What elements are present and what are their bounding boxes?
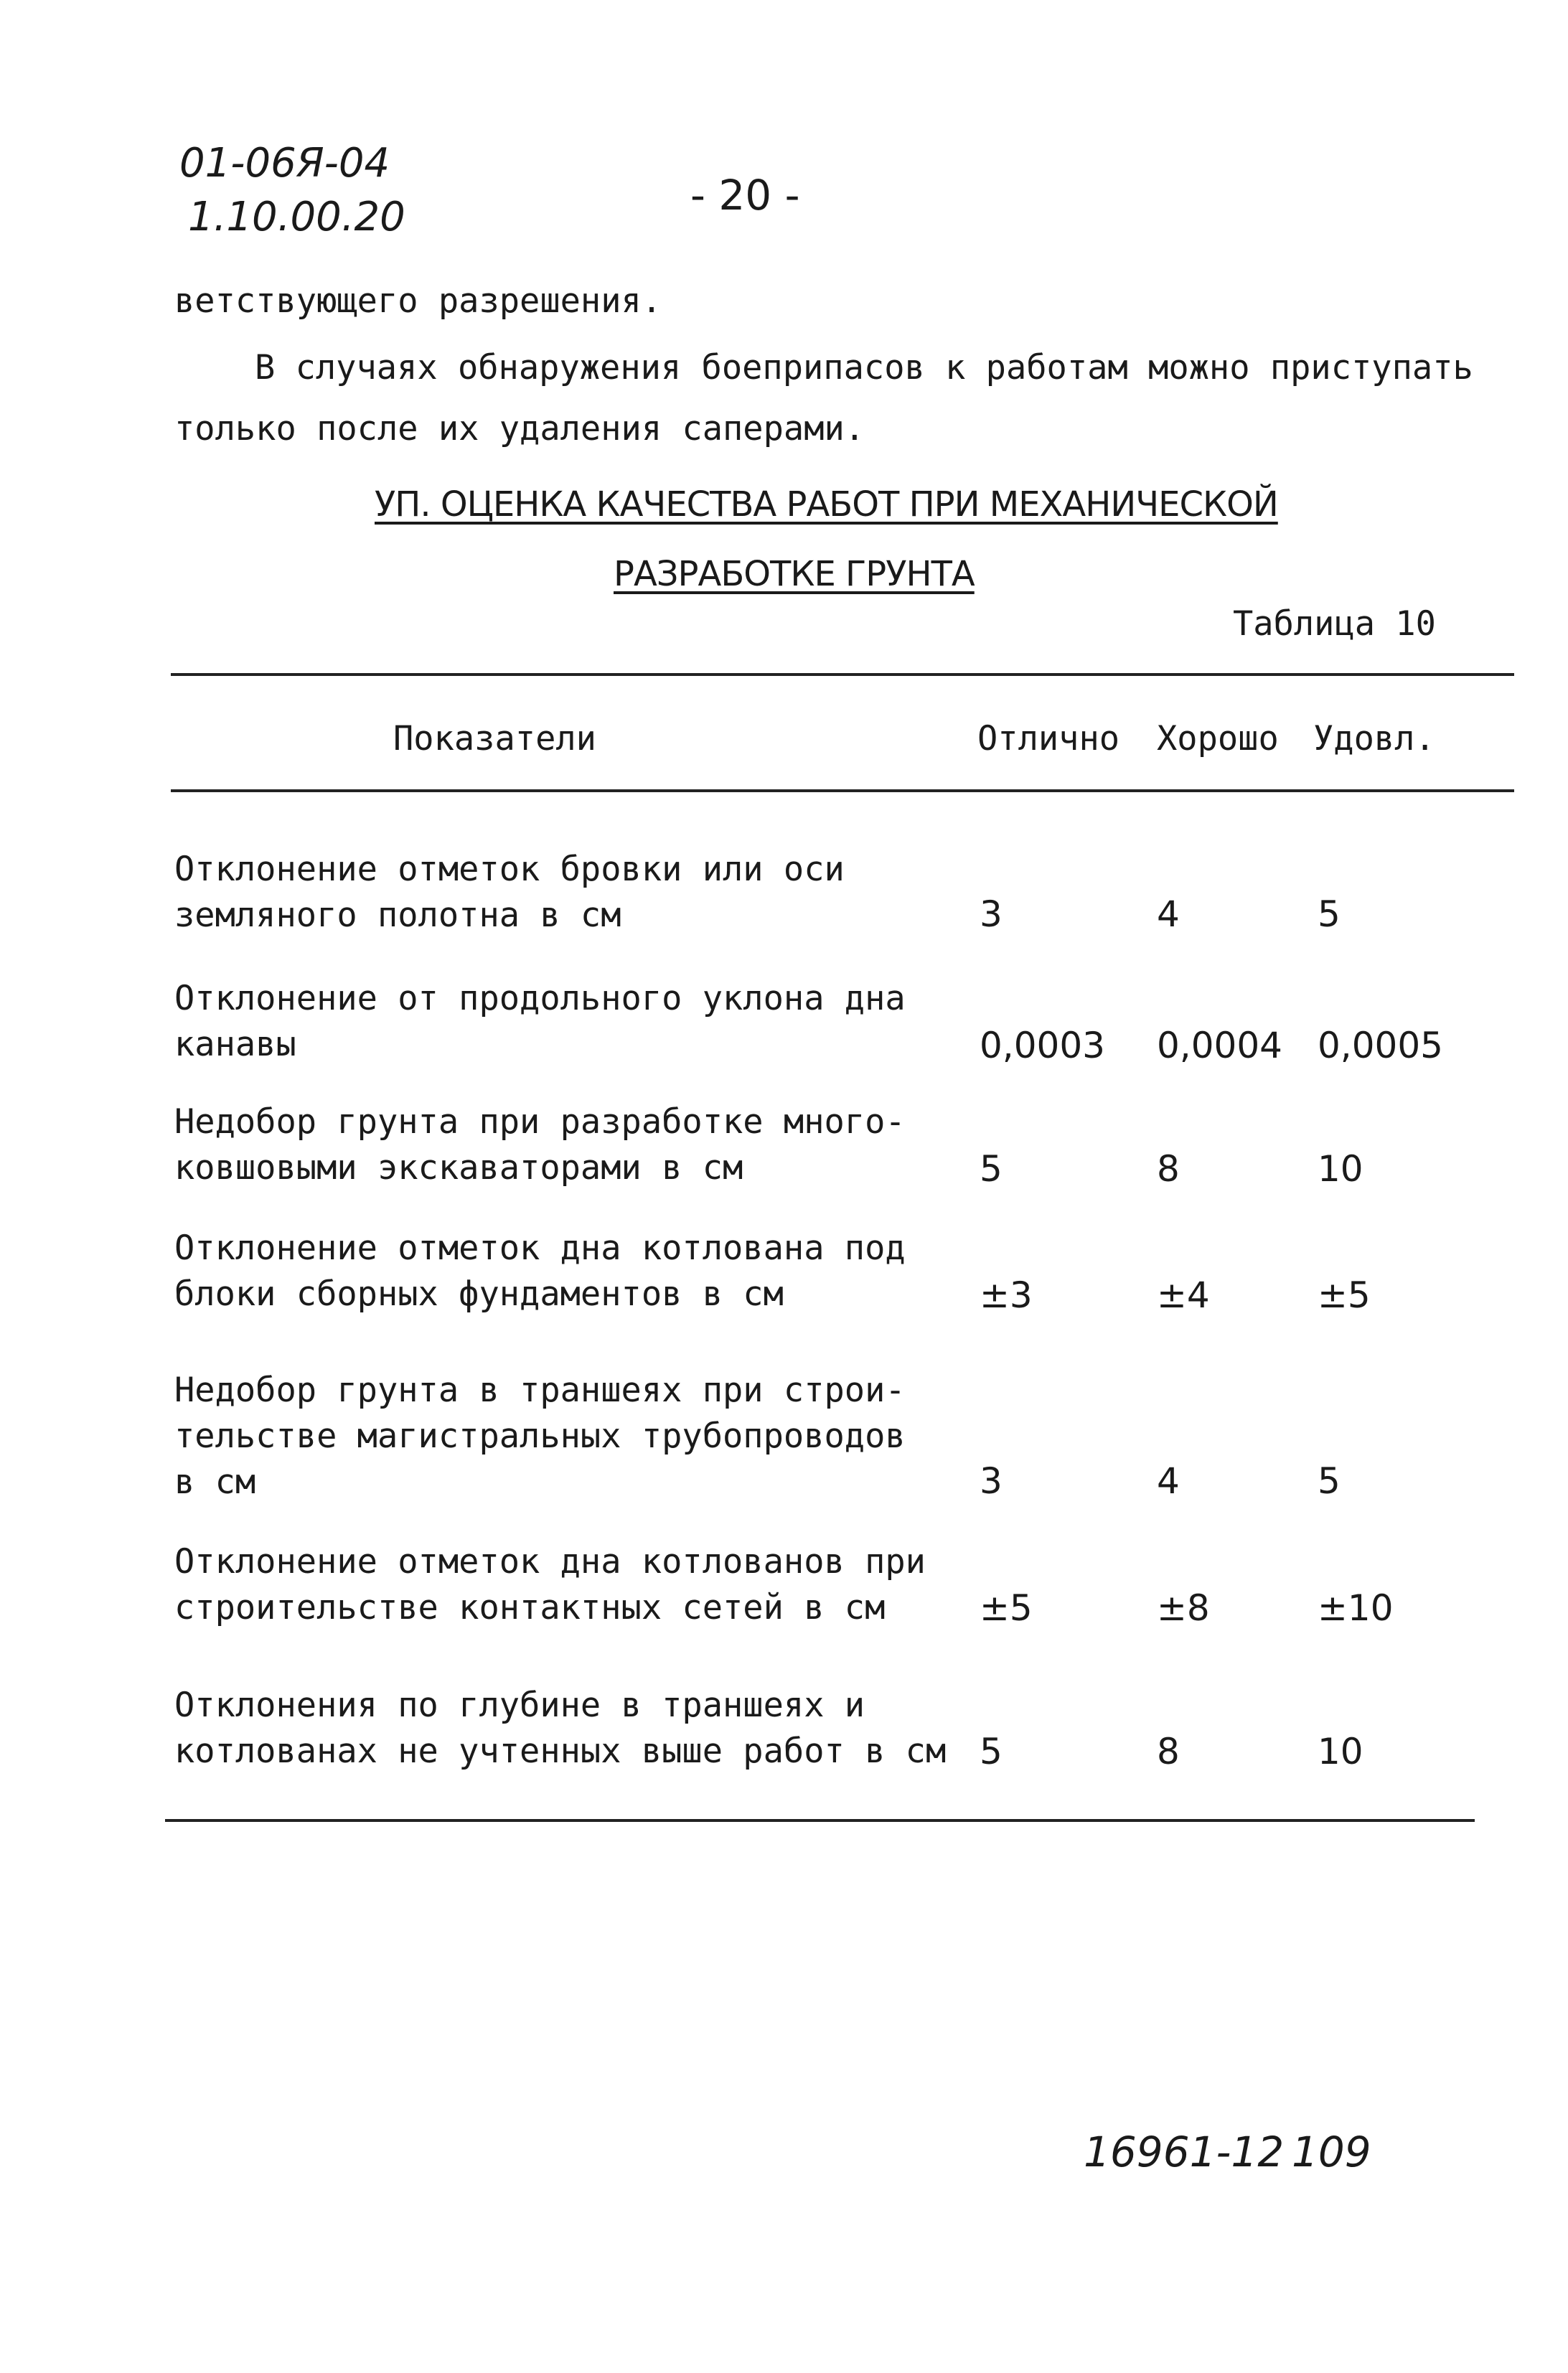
column-header-good: Хорошо	[1157, 719, 1279, 758]
table-cell: ±5	[980, 1587, 1033, 1629]
table-cell: 4	[1157, 893, 1180, 935]
table-cell: ±3	[980, 1274, 1033, 1316]
table-cell: 3	[980, 1460, 1003, 1502]
table-top-rule	[171, 673, 1514, 676]
paragraph-line: В случаях обнаружения боеприпасов к работам можно приступать	[255, 348, 1473, 387]
table-row-label: Отклонение отметок бровки или оси земляного полотна в см	[174, 850, 845, 935]
paragraph-continuation: ветствующего разрешения.	[174, 281, 662, 321]
section-title: УП. ОЦЕНКА КАЧЕСТВА РАБОТ ПРИ МЕХАНИЧЕСКОЙ	[375, 484, 1278, 525]
column-header-satisfactory: Удовл.	[1313, 719, 1435, 758]
table-cell: 10	[1318, 1731, 1363, 1772]
table-cell: 0,0005	[1318, 1025, 1443, 1066]
table-cell: 10	[1318, 1148, 1363, 1190]
table-row-label: Отклонение от продольного уклона дна канавы	[174, 979, 906, 1064]
column-header-excellent: Отлично	[977, 719, 1120, 758]
paragraph-line: только после их удаления саперами.	[174, 409, 865, 448]
table-cell: 3	[980, 893, 1003, 935]
table-cell: 5	[980, 1731, 1003, 1772]
table-cell: ±4	[1157, 1274, 1210, 1316]
table-cell: 0,0004	[1157, 1025, 1282, 1066]
table-cell: 8	[1157, 1148, 1180, 1190]
table-cell: 0,0003	[980, 1025, 1105, 1066]
section-title-continued: РАЗРАБОТКЕ ГРУНТА	[614, 554, 975, 594]
table-caption: Таблица 10	[1233, 604, 1436, 644]
table-header-rule	[171, 789, 1514, 792]
page-number: - 20 -	[690, 171, 800, 220]
document-code-secondary: 1.10.00.20	[188, 194, 405, 240]
table-cell: 5	[1318, 893, 1341, 935]
table-cell: ±8	[1157, 1587, 1210, 1629]
handwritten-note: 16961-12	[1084, 2128, 1285, 2176]
table-cell: 4	[1157, 1460, 1180, 1502]
handwritten-page-number: 109	[1292, 2128, 1371, 2176]
table-row-label: Недобор грунта при разработке много- ковшовыми экскаваторами в см	[174, 1102, 906, 1188]
table-row-label: Отклонение отметок дна котлована под блоки сборных фундаментов в см	[174, 1228, 906, 1314]
table-row-label: Отклонения по глубине в траншеях и котлованах не учтенных выше работ в см	[174, 1686, 947, 1771]
table-cell: 5	[1318, 1460, 1341, 1502]
table-cell: 5	[980, 1148, 1003, 1190]
table-cell: ±10	[1318, 1587, 1394, 1629]
table-row-label: Отклонение отметок дна котлованов при строительстве контактных сетей в см	[174, 1542, 926, 1627]
column-header-indicator: Показатели	[393, 719, 596, 758]
table-row-label: Недобор грунта в траншеях при строи- тельстве магистральных трубопроводов в см	[174, 1371, 906, 1502]
table-cell: 8	[1157, 1731, 1180, 1772]
document-code: 01-06Я-04	[179, 140, 390, 187]
table-bottom-rule	[165, 1819, 1475, 1822]
table-cell: ±5	[1318, 1274, 1371, 1316]
